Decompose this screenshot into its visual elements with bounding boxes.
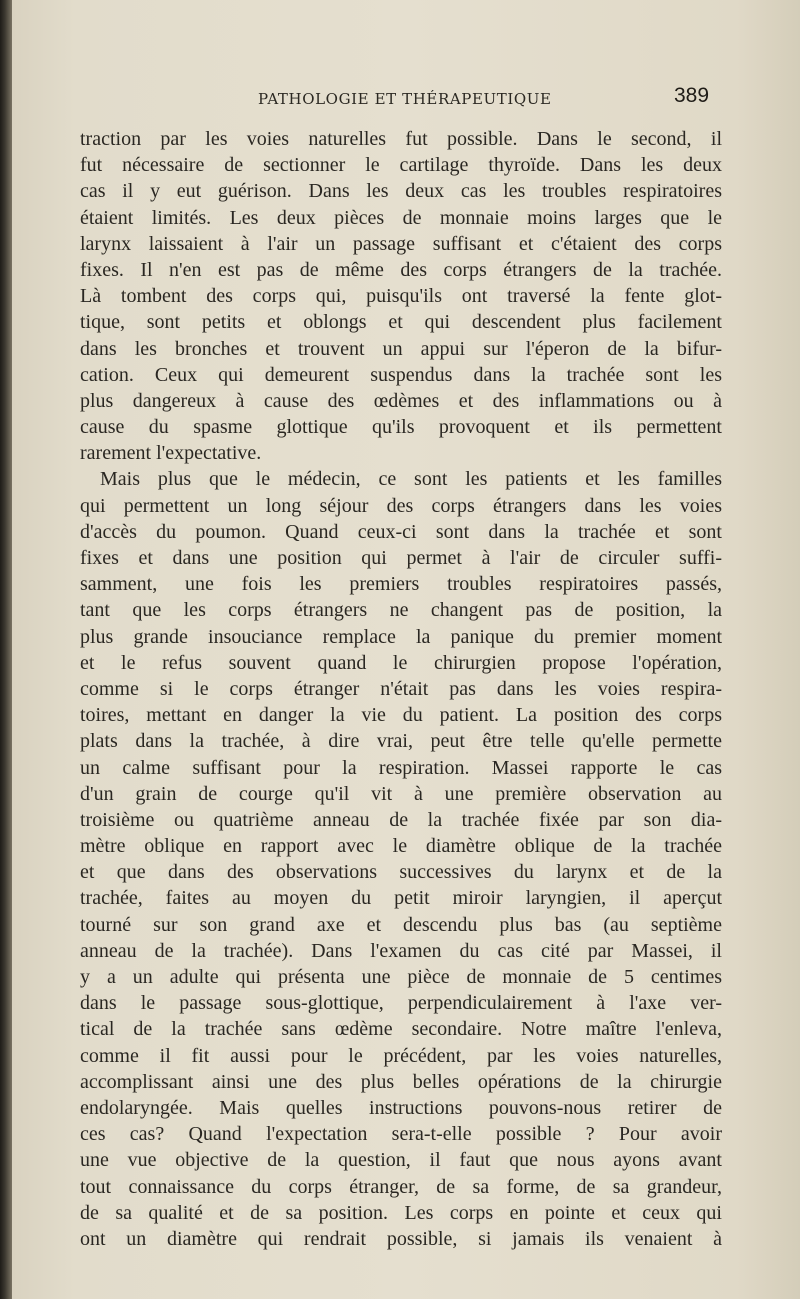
scan-binding-edge bbox=[0, 0, 12, 1299]
page-header bbox=[12, 84, 800, 114]
text-line: larynx laissaient à l'air un passage suffisant et c'étaient des corps bbox=[80, 232, 722, 255]
text-line: Là tombent des corps qui, puisqu'ils ont traversé la fente glot- bbox=[80, 285, 722, 308]
text-line: tical de la trachée sans œdème secondaire. Notre maître l'enleva, bbox=[80, 1018, 722, 1041]
text-line: tourné sur son grand axe et descendu plus bas (au septième bbox=[80, 913, 722, 936]
text-line: ces cas? Quand l'expectation sera-t-elle possible ? Pour avoir bbox=[80, 1123, 722, 1146]
text-line: un calme suffisant pour la respiration. Massei rapporte le cas bbox=[80, 756, 722, 779]
text-line: plus dangereux à cause des œdèmes et des inflammations ou à bbox=[80, 389, 722, 412]
text-line: tant que les corps étrangers ne changent pas de position, la bbox=[80, 599, 722, 622]
text-line: et que dans des observations successives du larynx et de la bbox=[80, 861, 722, 884]
text-line: fixes. Il n'en est pas de même des corps étrangers de la trachée. bbox=[80, 258, 722, 281]
text-line: cause du spasme glottique qu'ils provoquent et ils permettent bbox=[80, 416, 722, 439]
text-line: d'un grain de courge qu'il vit à une première observation au bbox=[80, 782, 722, 805]
text-line: trachée, faites au moyen du petit miroir laryngien, il aperçut bbox=[80, 887, 722, 910]
text-line: tout connaissance du corps étranger, de sa forme, de sa grandeur, bbox=[80, 1175, 722, 1198]
text-line: comme il fit aussi pour le précédent, par les voies naturelles, bbox=[80, 1044, 722, 1067]
text-line: Mais plus que le médecin, ce sont les patients et les familles bbox=[100, 468, 722, 491]
text-line: et le refus souvent quand le chirurgien propose l'opération, bbox=[80, 651, 722, 674]
page-number: 389 bbox=[674, 84, 710, 107]
text-line: plus grande insouciance remplace la panique du premier moment bbox=[80, 625, 722, 648]
text-line: cation. Ceux qui demeurent suspendus dans la trachée sont les bbox=[80, 363, 722, 386]
text-line: accomplissant ainsi une des plus belles opérations de la chirurgie bbox=[80, 1070, 722, 1093]
text-line: rarement l'expectative. bbox=[80, 442, 262, 465]
text-line: anneau de la trachée). Dans l'examen du cas cité par Massei, il bbox=[80, 939, 722, 962]
text-line: qui permettent un long séjour des corps étrangers dans les voies bbox=[80, 494, 722, 517]
text-line: fut nécessaire de sectionner le cartilage thyroïde. Dans les deux bbox=[80, 154, 722, 177]
text-line: y a un adulte qui présenta une pièce de monnaie de 5 centimes bbox=[80, 966, 722, 988]
text-line: tique, sont petits et oblongs et qui descendent plus facilement bbox=[80, 311, 722, 334]
book-page bbox=[12, 0, 800, 1299]
text-line: dans le passage sous-glottique, perpendiculairement à l'axe ver- bbox=[80, 992, 722, 1015]
text-line: toires, mettant en danger la vie du patient. La position des corps bbox=[80, 704, 722, 727]
text-line: endolaryngée. Mais quelles instructions pouvons-nous retirer de bbox=[80, 1096, 722, 1119]
text-line: comme si le corps étranger n'était pas dans les voies respira- bbox=[80, 677, 722, 700]
text-line: une vue objective de la question, il faut que nous ayons avant bbox=[80, 1149, 722, 1172]
text-line: fixes et dans une position qui permet à l'air de circuler suffi- bbox=[80, 547, 722, 569]
text-line: étaient limités. Les deux pièces de monnaie moins larges que le bbox=[80, 206, 722, 229]
text-line: ont un diamètre qui rendrait possible, si jamais ils venaient à bbox=[80, 1227, 722, 1250]
text-line: mètre oblique en rapport avec le diamètre oblique de la trachée bbox=[80, 835, 722, 858]
text-line: troisième ou quatrième anneau de la trachée fixée par son dia- bbox=[80, 808, 722, 831]
text-line: dans les bronches et trouvent un appui sur l'éperon de la bifur- bbox=[80, 337, 722, 360]
text-line: cas il y eut guérison. Dans les deux cas les troubles respiratoires bbox=[80, 180, 722, 203]
text-line: plats dans la trachée, à dire vrai, peut être telle qu'elle permette bbox=[80, 730, 722, 753]
body-text bbox=[80, 126, 722, 1252]
text-line: d'accès du poumon. Quand ceux-ci sont dans la trachée et sont bbox=[80, 520, 722, 543]
text-line: de sa qualité et de sa position. Les corps en pointe et ceux qui bbox=[80, 1201, 722, 1224]
running-title: PATHOLOGIE ET THÉRAPEUTIQUE bbox=[258, 90, 552, 108]
text-line: traction par les voies naturelles fut possible. Dans le second, il bbox=[80, 128, 722, 150]
text-line: samment, une fois les premiers troubles respiratoires passés, bbox=[80, 573, 722, 596]
